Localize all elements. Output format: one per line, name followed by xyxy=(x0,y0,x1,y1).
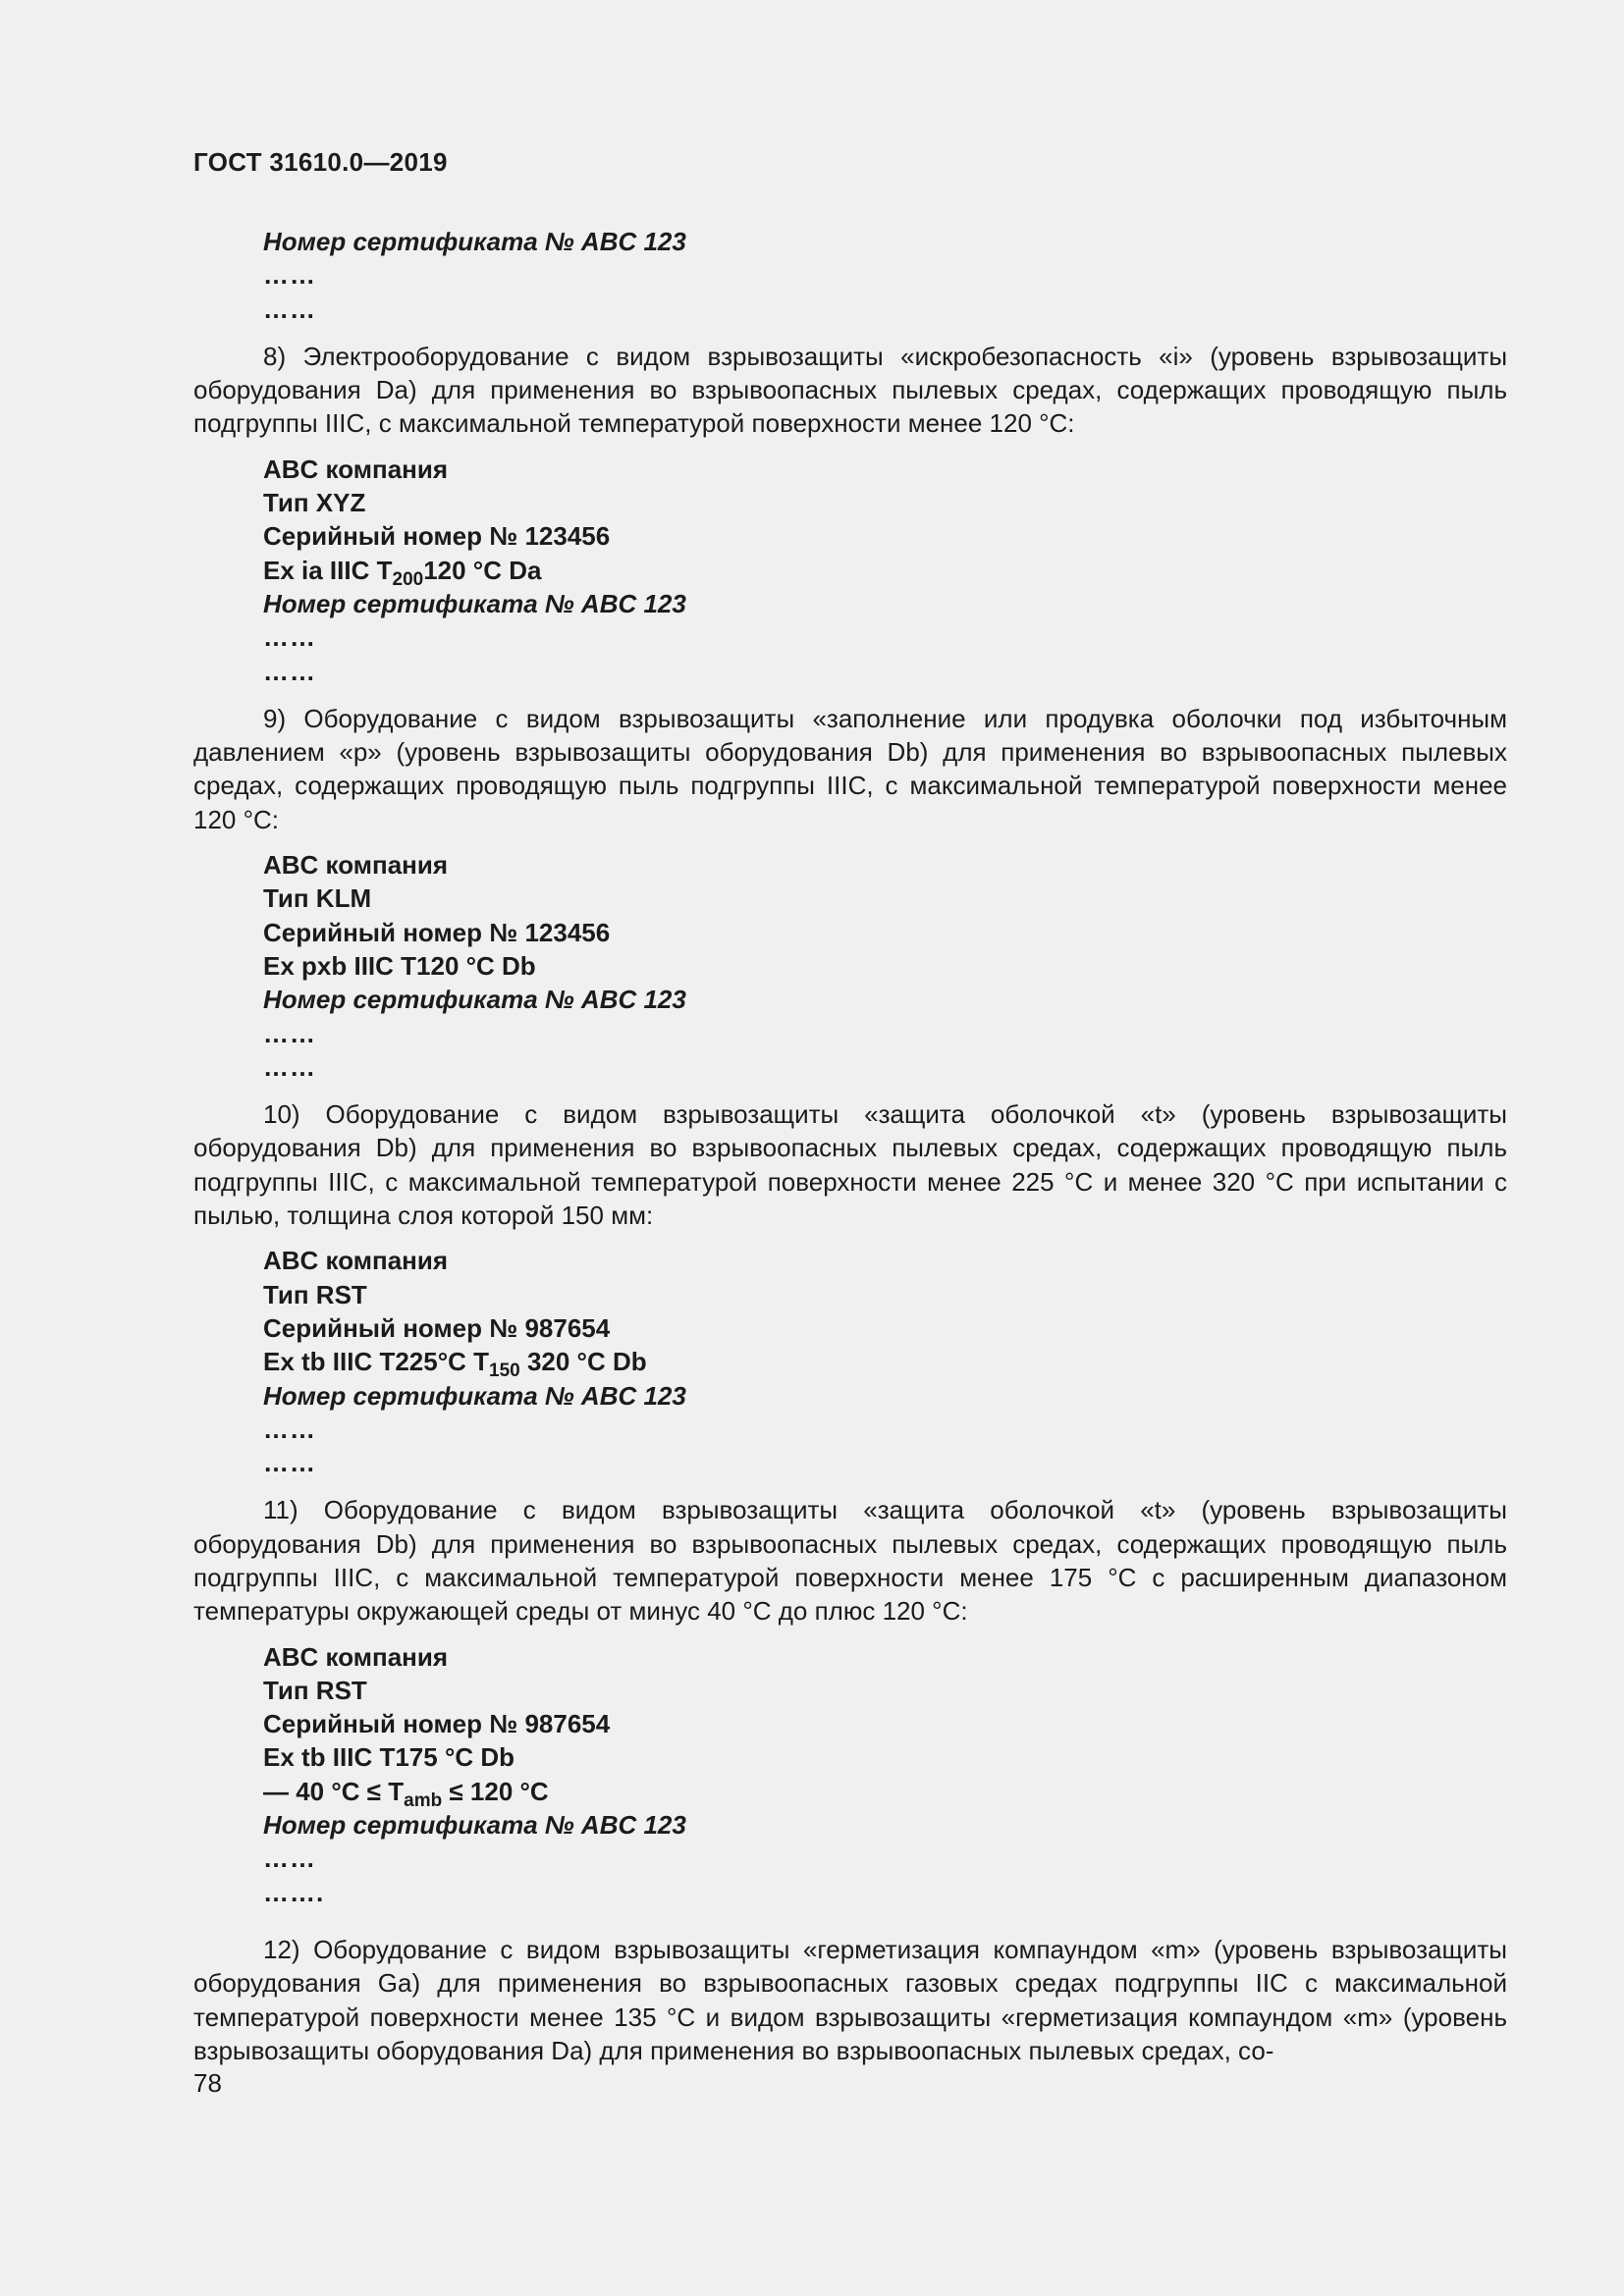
marking-block-11 xyxy=(263,1640,1507,1909)
serial-number: Серийный номер № 987654 xyxy=(263,1709,611,1739)
ex-marking: Ex pxb IIIC T120 °C Db xyxy=(263,950,536,981)
ellipsis-line: …… xyxy=(263,1448,316,1478)
equipment-type: Тип RST xyxy=(263,1675,367,1705)
paragraph-item-12: 12) Оборудование с видом взрывозащиты «герметизация компаундом «m» (уровень взрывозащиты оборудования Ga) для применения во взрывоопасных газовых средах подгруппы IIC с максимальной температурой поверхности менее 135 °С и видом взрывозащиты «герметизация компаундом «m» (уровень взрывозащиты оборудования Da) для применения во взрывоопасных пылевых средах, со- xyxy=(193,1934,1507,2065)
equipment-type: Тип KLM xyxy=(263,883,372,914)
certificate-number: Номер сертификата № ABC 123 xyxy=(263,985,686,1015)
marking-block-10 xyxy=(263,1244,1507,1479)
ellipsis-line: ……. xyxy=(263,1877,325,1907)
page-number: 78 xyxy=(193,2068,222,2098)
ex-marking: Ex tb IIIC T225°C $T_{150}$ 320 °C Db xyxy=(263,1347,647,1382)
paragraph-item-8: 8) Электрооборудование с видом взрывозащиты «искробезопасность «i» (уровень взрывозащиты оборудования Da) для применения во взрывоопасных пылевых средах, содержащих проводящую пыль подгруппы IIIC, с максимальной температурой поверхности менее 120 °С: xyxy=(193,341,1507,439)
paragraph-item-9: 9) Оборудование с видом взрывозащиты «заполнение или продувка оболочки под избыточным давлением «р» (уровень взрывозащиты оборудования Db) для применения во взрывоопасных пылевых средах, содержащих проводящую пыль подгруппы IIIC, с максимальной температурой поверхности менее 120 °С: xyxy=(193,703,1507,834)
serial-number: Серийный номер № 123456 xyxy=(263,521,611,552)
ellipsis-line: …… xyxy=(263,260,316,291)
certificate-number: Номер сертификата № ABC 123 xyxy=(263,1810,686,1841)
ambient-temperature-range: — 40 $^\circ C \le T_{amb} \le 120$ °C xyxy=(263,1776,549,1811)
ellipsis-line: …… xyxy=(263,1018,316,1048)
company-name: ABC компания xyxy=(263,454,449,484)
ellipsis-line: …… xyxy=(263,1051,316,1082)
ellipsis-line: …… xyxy=(263,294,316,324)
serial-number: Серийный номер № 123456 xyxy=(263,917,611,947)
equipment-type: Тип RST xyxy=(263,1279,367,1309)
paragraph-item-10: 10) Оборудование с видом взрывозащиты «защита оболочкой «t» (уровень взрывозащиты оборудования Db) для применения во взрывоопасных пылевых средах, содержащих проводящую пыль подгруппы IIIC, с максимальной температурой поверхности менее 225 °С и менее 320 °С при испытании с пылью, толщина слоя которой 150 мм: xyxy=(193,1099,1507,1231)
ex-marking: Ex tb IIIC T175 °C Db xyxy=(263,1742,515,1773)
paragraph-item-11: 11) Оборудование с видом взрывозащиты «защита оболочкой «t» (уровень взрывозащиты оборудования Db) для применения во взрывоопасных пылевых средах, содержащих проводящую пыль подгруппы IIIC, с максимальной температурой поверхности менее 175 °С с расширенным диапазоном температуры окружающей среды от минус 40 °С до плюс 120 °С: xyxy=(193,1495,1507,1627)
certificate-number: Номер сертификата № ABC 123 xyxy=(263,227,686,256)
ellipsis-line: …… xyxy=(263,656,316,686)
company-name: ABC компания xyxy=(263,1641,449,1672)
ex-marking: Ex ia IIIC $T_{200}120$ °C Da xyxy=(263,555,542,590)
ellipsis-line: …… xyxy=(263,622,316,653)
certificate-number: Номер сертификата № ABC 123 xyxy=(263,1380,686,1411)
marking-block-8 xyxy=(263,453,1507,688)
company-name: ABC компания xyxy=(263,850,449,881)
equipment-type: Тип XYZ xyxy=(263,488,366,518)
marking-block-continued xyxy=(263,225,1507,326)
ellipsis-line: …… xyxy=(263,1843,316,1874)
page-body xyxy=(193,225,1507,2067)
marking-block-9 xyxy=(263,848,1507,1084)
serial-number: Серийный номер № 987654 xyxy=(263,1312,611,1343)
company-name: ABC компания xyxy=(263,1246,449,1276)
document-header: ГОСТ 31610.0—2019 xyxy=(193,147,448,177)
certificate-number: Номер сертификата № ABC 123 xyxy=(263,588,686,618)
ellipsis-line: …… xyxy=(263,1414,316,1444)
